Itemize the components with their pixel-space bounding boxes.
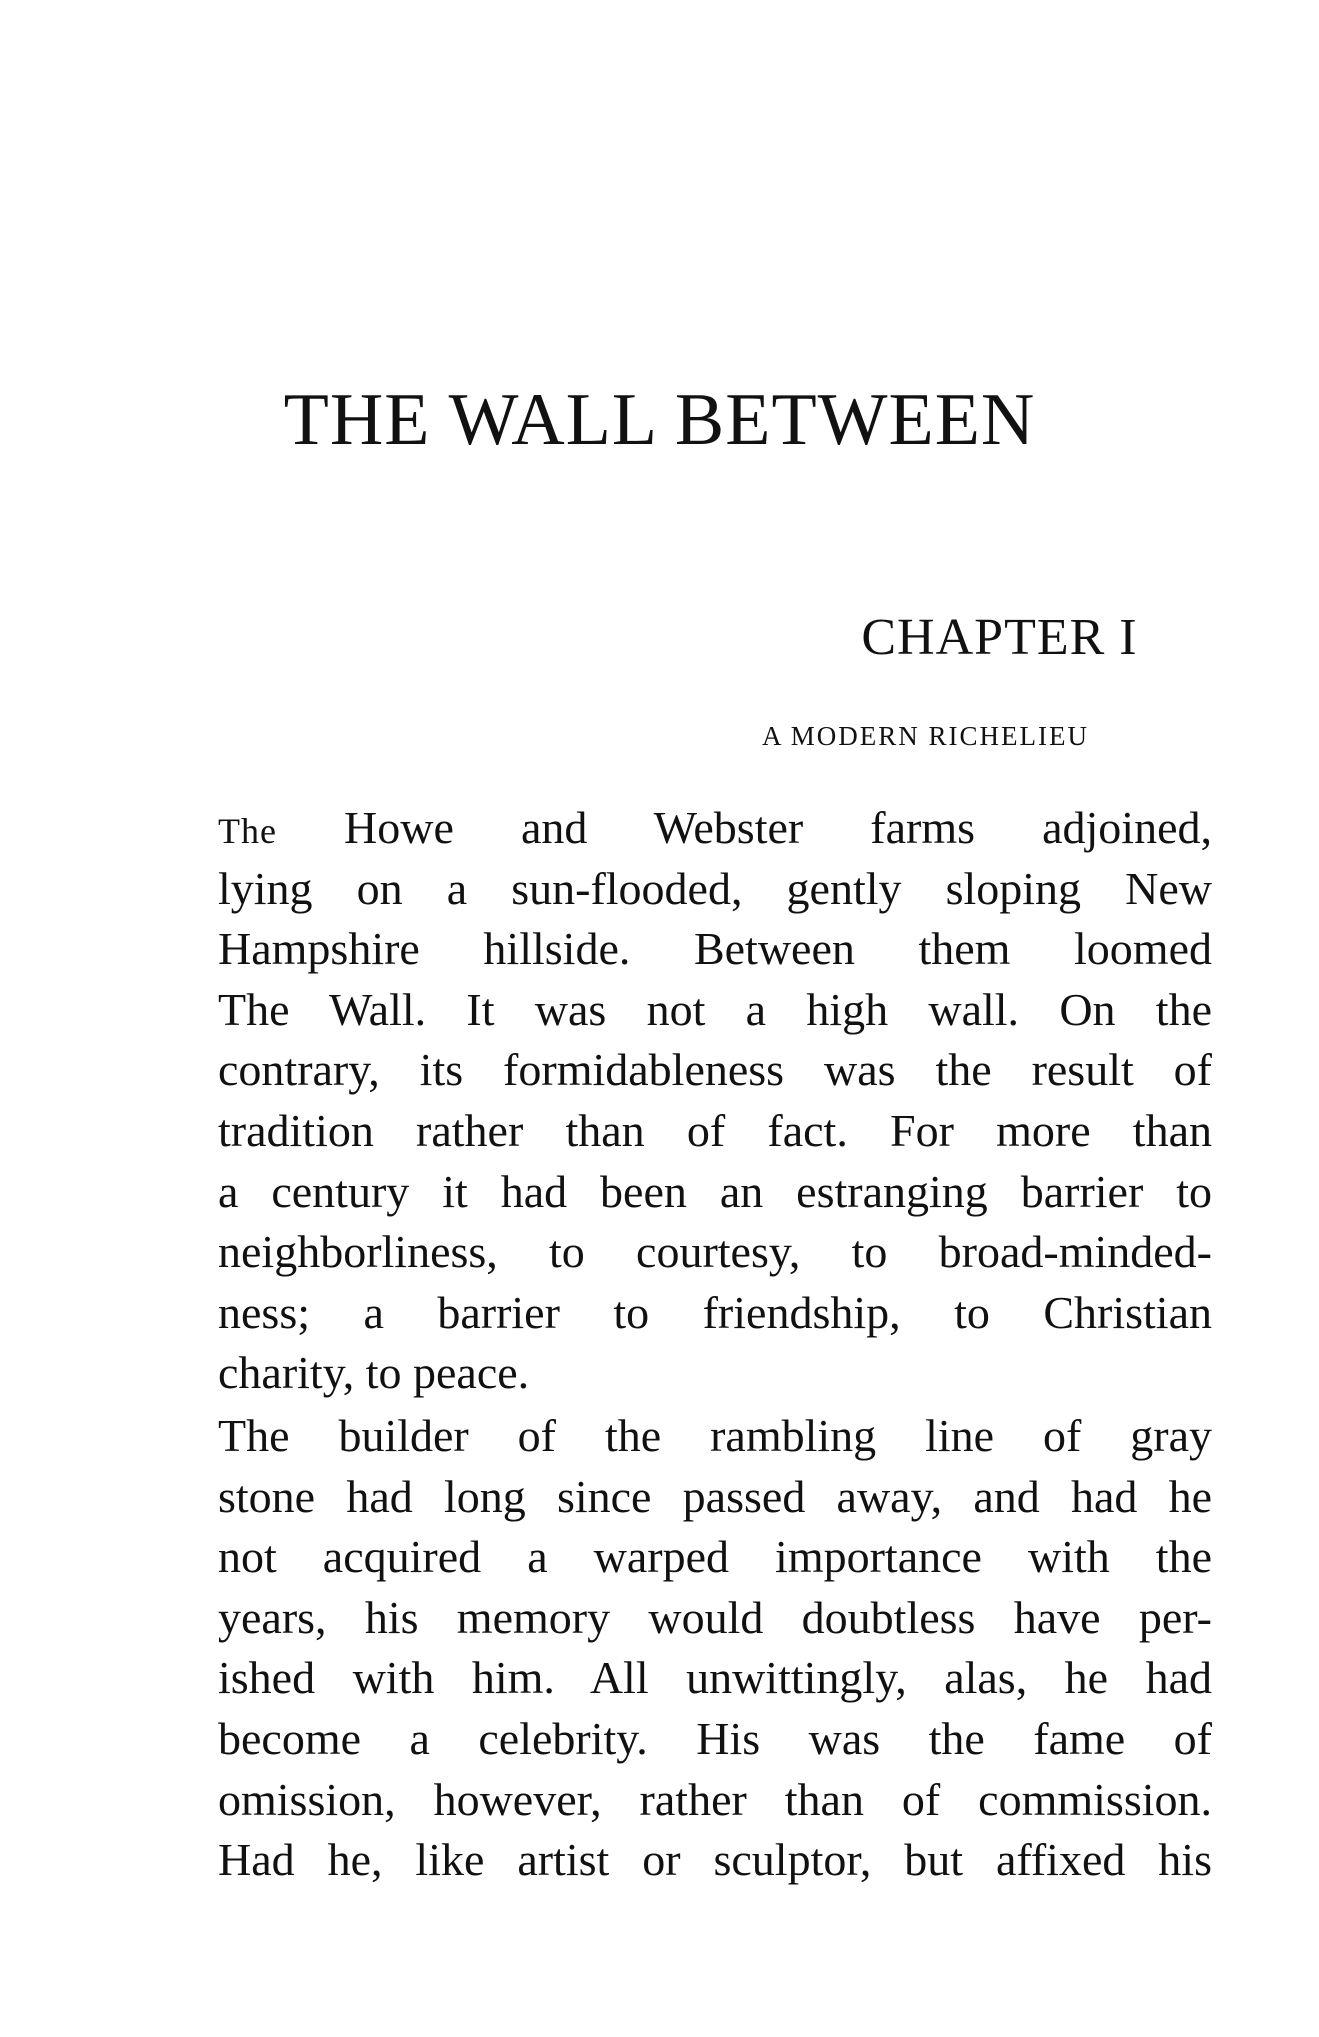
paragraph-line: stone had long since passed away, and had he [218, 1470, 1212, 1522]
paragraph-line: years, his memory would doubtless have per- [218, 1591, 1212, 1643]
paragraph-lead: The [218, 811, 277, 851]
book-title: THE WALL BETWEEN [283, 379, 1036, 461]
paragraph-line: lying on a sun-flooded, gently sloping New [218, 862, 1212, 914]
paragraph-line [218, 798, 1212, 859]
paragraph-line: Hampshire hillside. Between them loomed [218, 923, 1212, 975]
chapter-subtitle: A MODERN RICHELIEU [762, 721, 1089, 751]
paragraph-line: not acquired a warped importance with the [218, 1531, 1212, 1583]
paragraph-line: The builder of the rambling line of gray [218, 1410, 1212, 1461]
paragraph-line: tradition rather than of fact. For more than [218, 1104, 1212, 1156]
paragraph-line: The Wall. It was not a high wall. On the [218, 983, 1212, 1035]
paragraph-line: ished with him. All unwittingly, alas, he had [218, 1652, 1212, 1704]
paragraph-line: a century it had been an estranging barrier to [218, 1165, 1212, 1217]
paragraph-line: neighborliness, to courtesy, to broad-minded- [218, 1226, 1212, 1278]
paragraph-line: become a celebrity. His was the fame of [218, 1712, 1212, 1764]
paragraph [218, 1406, 1212, 1891]
paragraph-line: contrary, its formidableness was the result of [218, 1044, 1212, 1096]
paragraph-line: charity, to peace. [218, 1347, 530, 1399]
paragraph-line: Had he, like artist or sculptor, but affixed his [218, 1834, 1212, 1886]
line-text: Howe and Webster farms adjoined, [276, 802, 1212, 853]
paragraph-line: omission, however, rather than of commission. [218, 1773, 1212, 1825]
paragraph-line: ness; a barrier to friendship, to Christian [218, 1286, 1212, 1338]
chapter-heading: CHAPTER I [861, 609, 1138, 666]
paragraph [218, 798, 1212, 1404]
